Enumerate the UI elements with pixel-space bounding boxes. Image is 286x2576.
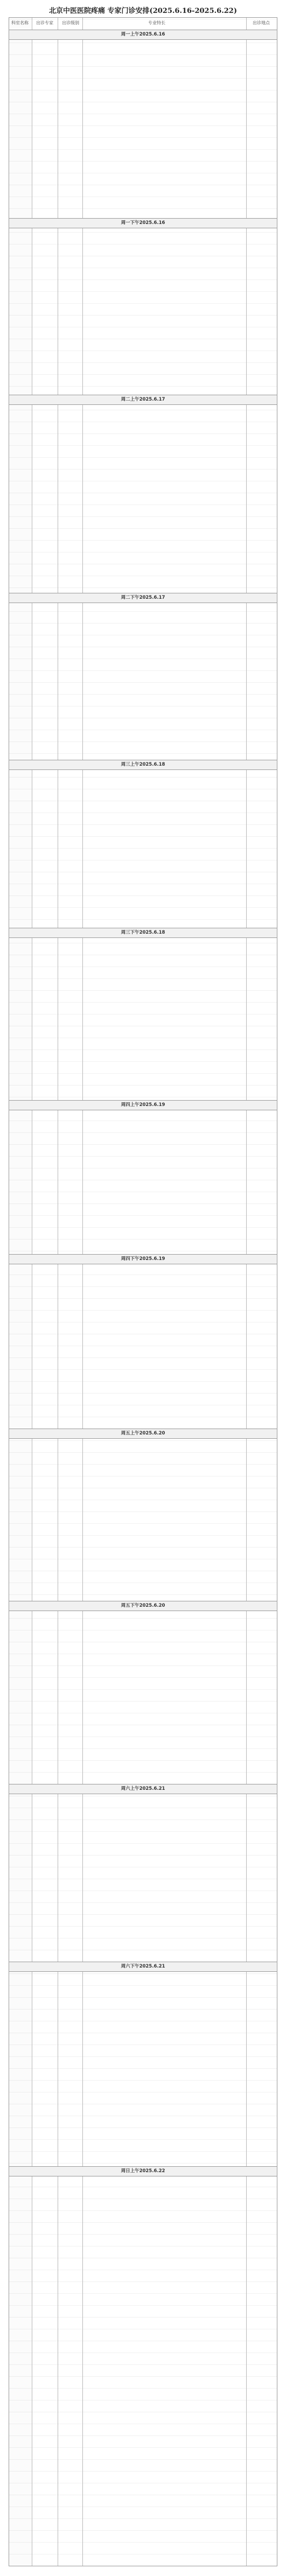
section-banner: 周三上午2025.6.18 [9, 760, 277, 770]
section-banner: 周五下午2025.6.20 [9, 1601, 277, 1611]
column-header: 出诊地点 [253, 20, 270, 25]
section-banner: 周六下午2025.6.21 [9, 1962, 277, 1972]
section-banner: 周六上午2025.6.21 [9, 1784, 277, 1794]
column-header: 专业特长 [148, 20, 165, 25]
section-banner: 周一上午2025.6.16 [9, 30, 277, 40]
document-title: 北京中医医院疼痛 专家门诊安排(2025.6.16-2025.6.22) [49, 7, 237, 15]
section-banner: 周五上午2025.6.20 [9, 1429, 277, 1439]
schedule-table [9, 17, 277, 2566]
table-header [9, 18, 277, 29]
section-banner: 周一下午2025.6.16 [9, 218, 277, 228]
section-banner: 周二下午2025.6.17 [9, 593, 277, 603]
section-banner: 周四上午2025.6.19 [9, 1100, 277, 1110]
section-banner: 周日上午2025.6.22 [9, 2166, 277, 2176]
column-header: 出诊级别 [62, 20, 79, 25]
column-header: 科室名称 [11, 20, 29, 25]
column-header: 出诊专家 [36, 20, 53, 25]
section-banner: 周二上午2025.6.17 [9, 395, 277, 405]
section-banner: 周三下午2025.6.18 [9, 928, 277, 938]
section-banner: 周四下午2025.6.19 [9, 1254, 277, 1264]
